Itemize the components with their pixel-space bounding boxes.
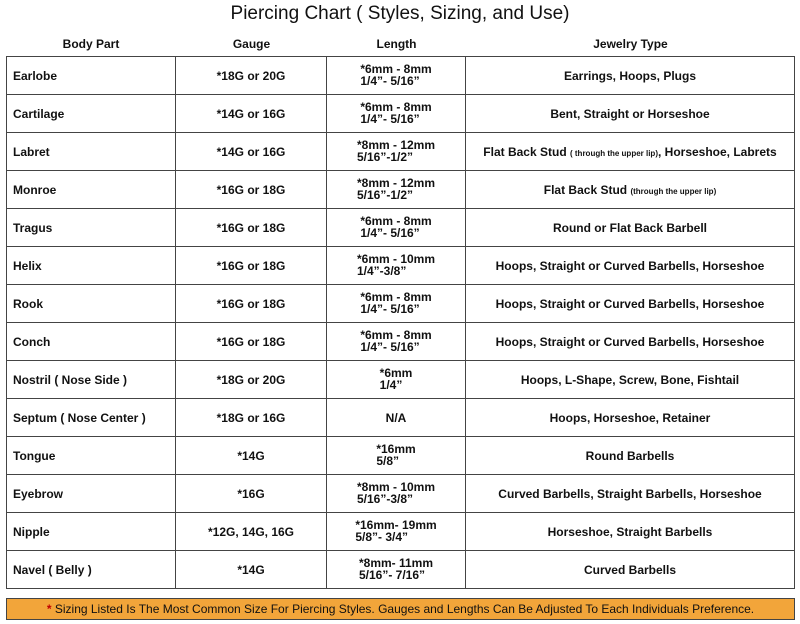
length-metric: *6mm - 10mm [356,252,436,266]
length-metric: *6mm - 8mm [360,100,432,114]
length-imperial: 1/4”- 5/16” [360,74,420,88]
cell-gauge: *14G or 16G [176,95,327,133]
table-row [7,209,795,247]
cell-gauge: *14G [176,551,327,589]
cell-body-part: Earlobe [7,57,176,95]
jewelry-text: Hoops, Straight or Curved Barbells, Horseshoe [495,296,765,311]
jewelry-text: Curved Barbells [583,562,677,577]
cell-length [327,247,466,285]
length-metric: *8mm- 11mm [358,556,434,570]
footer-asterisk: * [46,602,52,616]
piercing-table [6,56,795,589]
length-imperial: 5/16”-1/2” [356,188,414,202]
cell-jewelry-type [466,247,795,285]
cell-jewelry-type [466,323,795,361]
cell-length [327,57,466,95]
length-imperial: 1/4”- 5/16” [360,112,420,126]
cell-body-part: Eyebrow [7,475,176,513]
length-imperial: 1/4”- 5/16” [360,302,420,316]
length-imperial: 5/8”- 3/4” [355,530,409,544]
table-row [7,133,795,171]
length-metric: *16mm- 19mm [355,518,437,532]
cell-jewelry-type [466,95,795,133]
length-imperial: 1/4”-3/8” [356,264,407,278]
length-imperial: 5/16”-1/2” [356,150,414,164]
page-title: Piercing Chart ( Styles, Sizing, and Use) [230,3,570,24]
length-imperial: 5/16”-3/8” [356,492,414,506]
cell-gauge: *18G or 20G [176,57,327,95]
cell-length [327,95,466,133]
length-metric: *6mm - 8mm [360,290,432,304]
cell-length [327,513,466,551]
cell-body-part: Rook [7,285,176,323]
header-body-part: Body Part [62,37,120,51]
length-metric: *6mm [379,366,413,380]
jewelry-text: Flat Back Stud [483,144,567,159]
cell-gauge: *18G or 16G [176,399,327,437]
jewelry-text: Curved Barbells, Straight Barbells, Horseshoe [498,486,762,501]
cell-gauge: *16G [176,475,327,513]
footer-text: Sizing Listed Is The Most Common Size For Piercing Styles. Gauges and Lengths Can Be Adjusted To Each Individuals Preference. [51,602,755,616]
table-row [7,513,795,551]
table-row [7,551,795,589]
jewelry-text: Hoops, Straight or Curved Barbells, Horseshoe [495,258,765,273]
cell-jewelry-type [466,285,795,323]
footer-note [6,598,795,620]
jewelry-text: Bent, Straight or Horseshoe [550,106,710,121]
cell-body-part: Conch [7,323,176,361]
length-metric: *8mm - 10mm [356,480,436,494]
cell-length [327,551,466,589]
length-imperial: 1/4”- 5/16” [360,340,420,354]
length-imperial: 5/16”- 7/16” [358,568,426,582]
cell-length [327,171,466,209]
table-row [7,361,795,399]
cell-body-part: Helix [7,247,176,285]
cell-body-part: Tongue [7,437,176,475]
length-metric: *6mm - 8mm [360,328,432,342]
cell-jewelry-type [466,133,795,171]
cell-gauge: *14G or 16G [176,133,327,171]
cell-gauge: *12G, 14G, 16G [176,513,327,551]
table-row [7,399,795,437]
table-row [7,171,795,209]
cell-gauge: *16G or 18G [176,323,327,361]
cell-body-part: Cartilage [7,95,176,133]
cell-jewelry-type [466,513,795,551]
cell-gauge: *16G or 18G [176,247,327,285]
cell-body-part: Navel ( Belly ) [7,551,176,589]
cell-jewelry-type [466,437,795,475]
cell-jewelry-type [466,551,795,589]
jewelry-text: Round Barbells [585,448,675,463]
cell-jewelry-type [466,361,795,399]
header-gauge: Gauge [232,37,271,51]
jewelry-text: Flat Back Stud [543,182,628,197]
table-row [7,323,795,361]
jewelry-text: Hoops, Straight or Curved Barbells, Horseshoe [495,334,765,349]
jewelry-text: Round or Flat Back Barbell [552,220,708,235]
length-imperial: 1/4”- 5/16” [360,226,420,240]
length-metric: N/A [385,410,407,425]
cell-length [327,475,466,513]
cell-gauge: *14G [176,437,327,475]
length-metric: *8mm - 12mm [356,138,436,152]
cell-length [327,285,466,323]
table-row [7,247,795,285]
cell-length [327,133,466,171]
table-row [7,285,795,323]
cell-gauge: *16G or 18G [176,285,327,323]
cell-length [327,209,466,247]
cell-body-part: Nostril ( Nose Side ) [7,361,176,399]
cell-gauge: *16G or 18G [176,171,327,209]
jewelry-text-after: , Horseshoe, Labrets [657,144,777,159]
cell-length [327,323,466,361]
length-metric: *6mm - 8mm [360,62,432,76]
header-jewelry-type: Jewelry Type [593,37,668,51]
cell-body-part: Monroe [7,171,176,209]
cell-jewelry-type [466,475,795,513]
cell-body-part: Septum ( Nose Center ) [7,399,176,437]
length-imperial: 5/8” [376,454,399,468]
table-row [7,437,795,475]
jewelry-note: (through the upper lip) [630,186,717,196]
cell-gauge: *18G or 20G [176,361,327,399]
jewelry-text: Hoops, L-Shape, Screw, Bone, Fishtail [520,372,740,387]
cell-gauge: *16G or 18G [176,209,327,247]
cell-body-part: Tragus [7,209,176,247]
length-metric: *6mm - 8mm [360,214,432,228]
cell-jewelry-type [466,209,795,247]
cell-length [327,399,466,437]
header-length: Length [376,37,417,51]
jewelry-text: Earrings, Hoops, Plugs [563,68,697,83]
cell-jewelry-type [466,57,795,95]
jewelry-note: ( through the upper lip) [570,148,658,158]
table-row [7,475,795,513]
table-row [7,57,795,95]
cell-body-part: Labret [7,133,176,171]
cell-length [327,361,466,399]
table-row [7,95,795,133]
length-metric: *8mm - 12mm [356,176,436,190]
jewelry-text: Hoops, Horseshoe, Retainer [549,410,711,425]
length-metric: *16mm [376,442,416,456]
cell-jewelry-type [466,171,795,209]
cell-body-part: Nipple [7,513,176,551]
cell-jewelry-type [466,399,795,437]
length-imperial: 1/4” [379,378,403,392]
jewelry-text: Horseshoe, Straight Barbells [547,524,713,539]
cell-length [327,437,466,475]
